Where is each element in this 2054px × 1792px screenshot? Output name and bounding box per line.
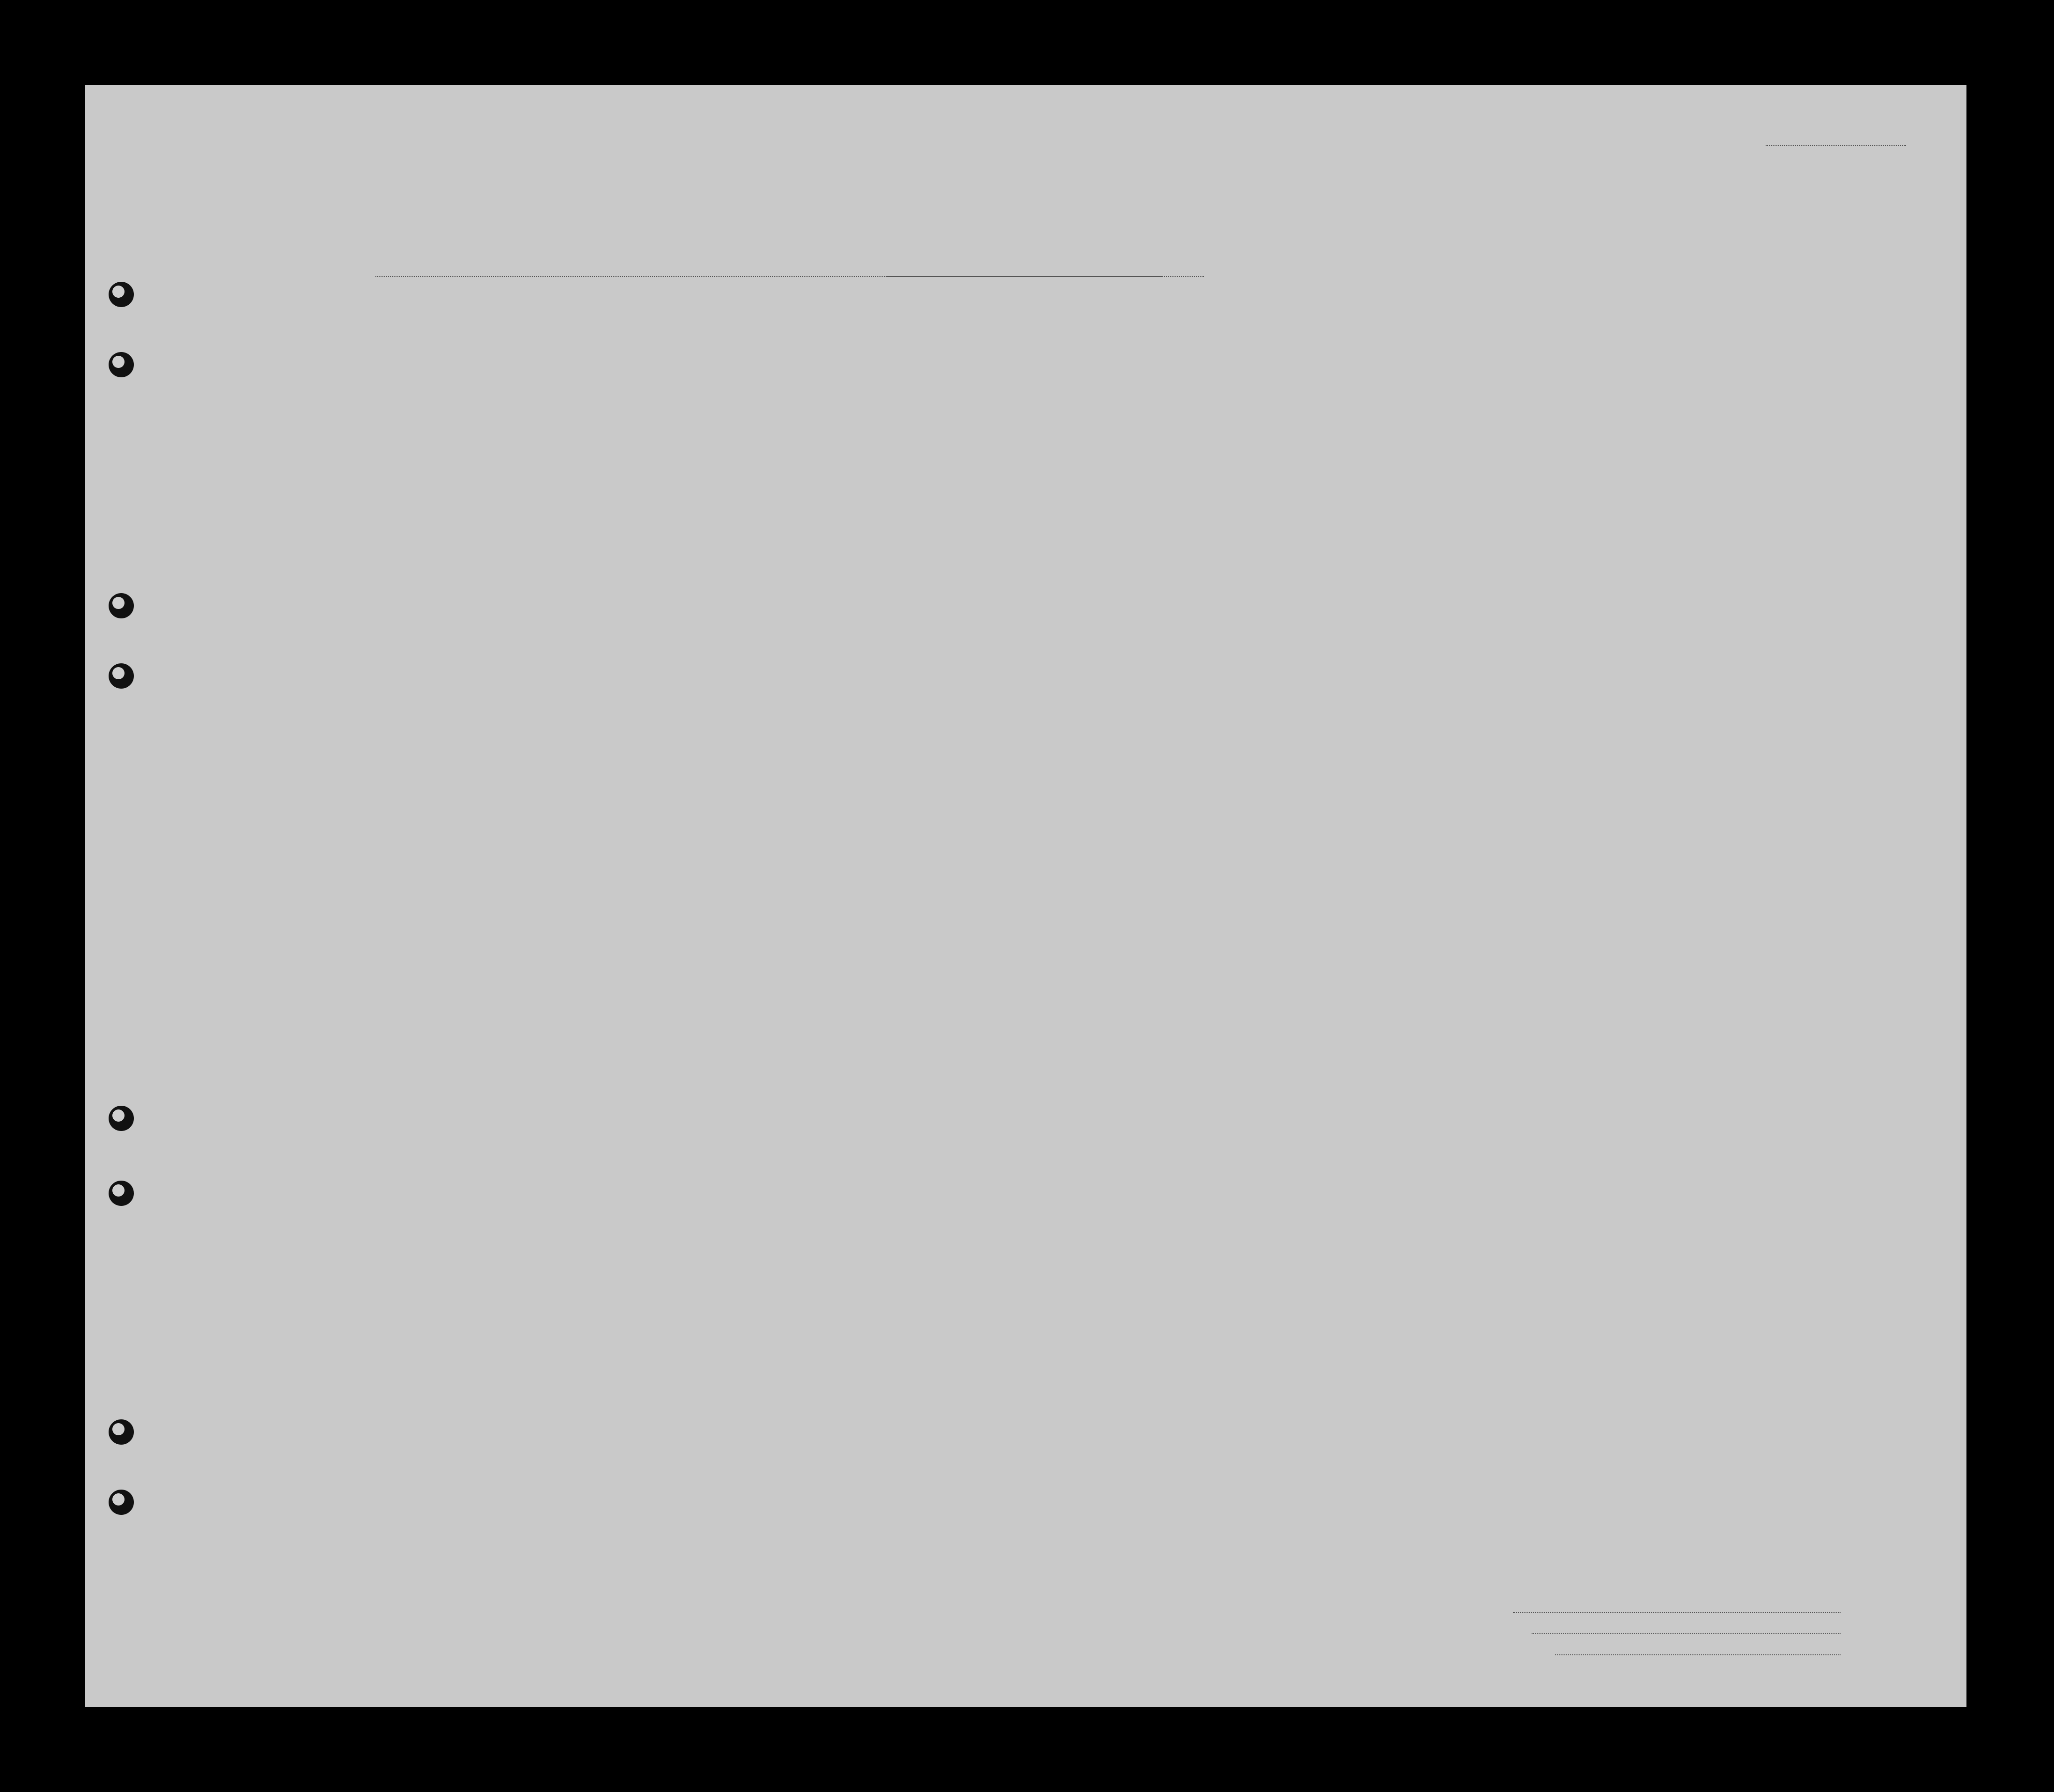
- punch-hole: [109, 593, 134, 618]
- punch-hole: [109, 352, 134, 377]
- manifest-sheet: [85, 85, 1966, 1707]
- punch-hole: [109, 1106, 134, 1131]
- owners-field: [1532, 1633, 1841, 1634]
- punch-hole: [109, 282, 134, 307]
- line-field: [1513, 1612, 1841, 1613]
- punch-hole: [109, 663, 134, 689]
- local-agents-field: [1555, 1654, 1841, 1655]
- punch-hole: [109, 1181, 134, 1206]
- punch-hole: [109, 1419, 134, 1445]
- punch-hole: [109, 1490, 134, 1515]
- table-grid: [85, 85, 1966, 1707]
